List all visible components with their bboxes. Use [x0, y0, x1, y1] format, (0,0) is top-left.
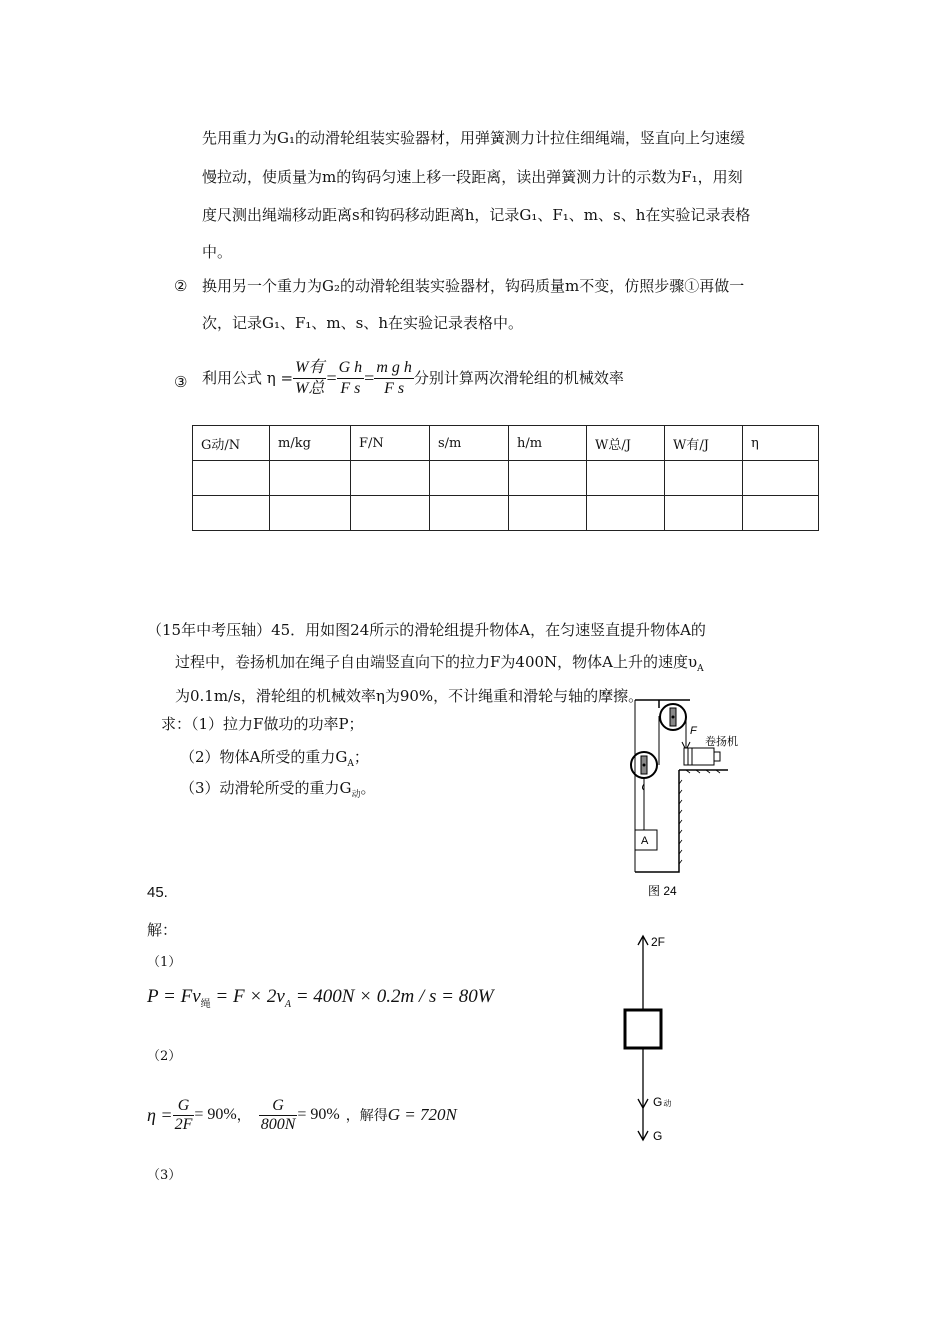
- g-label: G: [653, 1129, 663, 1143]
- header-useful-work: W有/J: [665, 426, 743, 461]
- ground-ledge: [635, 770, 679, 872]
- part-3-label: （3）: [147, 1168, 182, 1183]
- step3-suffix: 分别计算两次滑轮组的机械效率: [413, 369, 624, 387]
- eta-symbol: η =: [147, 1104, 173, 1125]
- table-header-row: [193, 426, 819, 461]
- power-eq-sub2: A: [284, 998, 291, 1010]
- block-a-label: A: [641, 835, 649, 847]
- header-mass: m/kg: [270, 426, 351, 461]
- step2-line2: 次，记录G₁、F₁、m、s、h在实验记录表格中。: [202, 314, 524, 332]
- table-row: [193, 461, 819, 496]
- comma: ，: [236, 1108, 251, 1124]
- step1-line4: 中。: [202, 243, 233, 261]
- power-eq-part2: = F × 2v: [210, 986, 285, 1007]
- g-over-2f-num: G: [173, 1097, 195, 1116]
- efficiency-fraction-3: [374, 358, 414, 399]
- part-1-label: （1）: [147, 955, 182, 970]
- figure-caption: 图 24: [648, 884, 677, 898]
- percent-1: = 90%: [194, 1106, 237, 1123]
- header-force: F/N: [351, 426, 430, 461]
- header-efficiency: η: [743, 426, 819, 461]
- question-3: [180, 778, 376, 805]
- question-2-end: ；: [353, 748, 369, 766]
- question-2-subscript: A: [347, 759, 354, 769]
- power-eq-part1: = Fv: [158, 986, 201, 1007]
- pulley-figure: [610, 690, 780, 905]
- percent-2: = 90%: [297, 1106, 340, 1123]
- fraction-2-numerator: G h: [337, 358, 365, 379]
- question-2: [180, 747, 369, 774]
- g-over-800n-den: 800N: [260, 1115, 296, 1133]
- problem-line2-text: 过程中，卷扬机加在绳子自由端竖直向下的拉力F为400N，物体A上升的速度υ: [175, 653, 698, 671]
- g-over-800n-num: G: [259, 1097, 298, 1116]
- efficiency-fraction-2: [337, 358, 365, 399]
- power-symbol: P: [147, 986, 159, 1007]
- g-over-800n: [259, 1097, 298, 1134]
- g-dong-letter: G: [653, 1095, 663, 1109]
- fraction-1-numerator: W有: [293, 358, 326, 379]
- question-1: 求：（1）拉力F做功的功率P；: [161, 715, 364, 733]
- record-table: [192, 425, 819, 531]
- question-3-end: 。: [360, 779, 376, 797]
- step3-formula: [202, 353, 624, 403]
- problem-line1: （15年中考压轴）45．用如图24所示的滑轮组提升物体A，在匀速竖直提升物体A的: [147, 621, 706, 639]
- winch-label: 卷扬机: [705, 736, 738, 748]
- header-g-dong: G动/N: [193, 426, 270, 461]
- step3-marker: ③: [174, 373, 188, 391]
- header-total-work: W总/J: [587, 426, 665, 461]
- g-over-2f: [173, 1097, 195, 1134]
- step1-line2: 慢拉动，使质量为m的钩码匀速上移一段距离，读出弹簧测力计的示数为F₁，用刻: [202, 168, 743, 186]
- power-eq-sub1: 绳: [200, 998, 211, 1010]
- fraction-2-denominator: F s: [340, 379, 361, 397]
- power-eq-part3: = 400N × 0.2m / s = 80W: [290, 986, 494, 1007]
- step1-line1: 先用重力为G₁的动滑轮组装实验器材，用弹簧测力计拉住细绳端，竖直向上匀速缓: [202, 129, 745, 147]
- hatching: [679, 770, 720, 864]
- free-body-box: [625, 1010, 661, 1048]
- solve-prefix: ，解得: [345, 1108, 388, 1124]
- velocity-subscript: A: [697, 664, 704, 674]
- efficiency-equation: [147, 1090, 457, 1140]
- fraction-3-denominator: F s: [384, 379, 405, 397]
- step1-line3: 度尺测出绳端移动距离s和钩码移动距离h，记录G₁、F₁、m、s、h在实验记录表格: [202, 206, 751, 224]
- problem-line2: [175, 652, 704, 679]
- step2-marker: ②: [174, 277, 188, 295]
- power-equation: [147, 986, 494, 1010]
- fraction-1-denominator: W总: [295, 379, 325, 397]
- step3-prefix: 利用公式 η =: [202, 369, 294, 387]
- solve-result: G = 720N: [387, 1105, 457, 1124]
- equals-sign-1: =: [326, 368, 337, 388]
- problem-line3: 为0.1m/s，滑轮组的机械效率η为90%，不计绳重和滑轮与轴的摩擦。: [175, 687, 644, 705]
- g-dong-label: [653, 1095, 671, 1109]
- force-diagram: [610, 925, 710, 1155]
- question-3-text: （3）动滑轮所受的重力G: [180, 779, 352, 797]
- upward-force-label: 2F: [651, 935, 666, 949]
- efficiency-fraction-1: [293, 358, 326, 399]
- g-over-2f-den: 2F: [174, 1115, 193, 1133]
- question-3-subscript: 动: [351, 790, 361, 800]
- solution-jie: 解：: [147, 921, 178, 939]
- g-dong-sub: 动: [663, 1099, 672, 1108]
- header-height-h: h/m: [509, 426, 587, 461]
- force-label: F: [690, 725, 697, 737]
- equals-sign-2: =: [364, 368, 375, 388]
- solution-number: 45.: [147, 884, 168, 901]
- header-distance-s: s/m: [430, 426, 509, 461]
- table-row: [193, 496, 819, 531]
- part-2-label: （2）: [147, 1049, 182, 1064]
- question-2-text: （2）物体A所受的重力G: [180, 748, 348, 766]
- fraction-3-numerator: m g h: [374, 358, 414, 379]
- step2-line1: 换用另一个重力为G₂的动滑轮组装实验器材，钩码质量m不变，仿照步骤①再做一: [202, 277, 745, 295]
